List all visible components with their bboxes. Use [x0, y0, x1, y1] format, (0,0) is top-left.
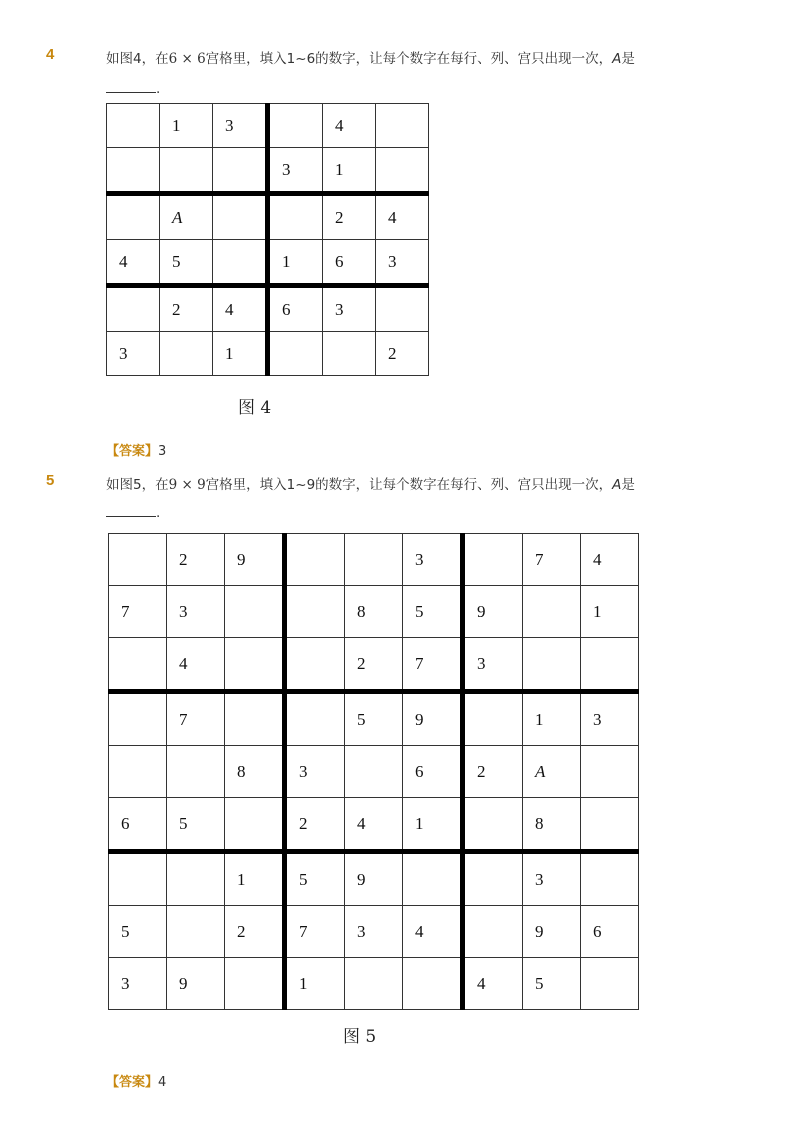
grid-cell: [160, 104, 213, 148]
grid-cell: [285, 534, 345, 586]
grid-row: [107, 332, 429, 376]
grid-cell: [225, 746, 285, 798]
grid-cell: [463, 534, 523, 586]
grid-cell: [225, 852, 285, 906]
grid-cell: [345, 692, 403, 746]
cell-value: 4: [477, 973, 486, 993]
grid-cell: [376, 104, 429, 148]
cell-value: 6: [593, 921, 602, 941]
grid-cell: [376, 286, 429, 332]
cell-value: 1: [535, 709, 544, 729]
grid-cell: [160, 286, 213, 332]
grid-cell: [109, 692, 167, 746]
grid-cell: [225, 692, 285, 746]
grid-cell: [323, 240, 376, 286]
grid-row: [109, 798, 639, 852]
question-5-prefix: 如图5，在: [106, 477, 169, 493]
cell-value: 4: [179, 653, 188, 673]
cell-value: 3: [477, 653, 486, 673]
grid-cell: [167, 798, 225, 852]
grid-cell: [109, 958, 167, 1010]
cell-value: 6: [282, 299, 291, 319]
grid-cell: [285, 746, 345, 798]
grid-row: [107, 194, 429, 240]
answer-4: [106, 440, 166, 459]
cell-value: 5: [357, 709, 366, 729]
grid-cell: [323, 286, 376, 332]
cell-value: 2: [172, 299, 181, 319]
grid-cell: [213, 240, 268, 286]
cell-value: 5: [179, 813, 188, 833]
cell-value: 1: [415, 813, 424, 833]
sudoku-grid-6x6: [106, 103, 429, 376]
grid-row: [107, 286, 429, 332]
grid-row: [109, 958, 639, 1010]
grid-cell: [581, 534, 639, 586]
cell-value: 2: [299, 813, 308, 833]
grid-row: [107, 148, 429, 194]
grid-cell: [463, 958, 523, 1010]
grid-cell: [345, 586, 403, 638]
cell-value: 8: [357, 601, 366, 621]
grid-cell: [323, 148, 376, 194]
cell-value: 5: [121, 921, 130, 941]
grid-cell: [160, 194, 213, 240]
grid-cell: [213, 104, 268, 148]
question-5-tail: 是: [621, 477, 635, 493]
grid-cell: [523, 852, 581, 906]
grid-cell: [463, 852, 523, 906]
grid-cell: [268, 194, 323, 240]
grid-cell: [225, 534, 285, 586]
grid-cell: [109, 746, 167, 798]
unknown-variable-cell-value: A: [535, 761, 546, 781]
cell-value: 5: [172, 251, 181, 271]
grid-cell: [345, 958, 403, 1010]
grid-cell: [345, 906, 403, 958]
grid-cell: [463, 692, 523, 746]
cell-value: 6: [335, 251, 344, 271]
grid-cell: [463, 798, 523, 852]
grid-cell: [403, 906, 463, 958]
cell-value: 3: [535, 869, 544, 889]
grid-cell: [268, 104, 323, 148]
cell-value: 5: [415, 601, 424, 621]
question-5-var: A: [612, 477, 622, 493]
cell-value: 3: [119, 343, 128, 363]
cell-value: 3: [225, 115, 234, 135]
grid-cell: [581, 746, 639, 798]
cell-value: 2: [357, 653, 366, 673]
question-4-var: A: [612, 51, 622, 67]
grid-cell: [285, 906, 345, 958]
grid-cell: [345, 852, 403, 906]
grid-cell: [581, 692, 639, 746]
cell-value: 7: [299, 921, 308, 941]
grid-cell: [581, 958, 639, 1010]
question-4-text: [106, 47, 635, 67]
grid-cell: [581, 638, 639, 692]
cell-value: 3: [335, 299, 344, 319]
cell-value: 7: [535, 549, 544, 569]
grid-cell: [403, 746, 463, 798]
grid-cell: [345, 638, 403, 692]
answer-tag: 【答案】: [106, 1075, 159, 1090]
sudoku-grid-9x9: [108, 533, 639, 1010]
cell-value: 1: [172, 115, 181, 135]
cell-value: 9: [357, 869, 366, 889]
question-4-prefix: 如图4，在: [106, 51, 169, 67]
grid-row: [109, 534, 639, 586]
grid-cell: [403, 692, 463, 746]
answer-value: 3: [158, 444, 167, 459]
cell-value: 2: [477, 761, 486, 781]
cell-value: 9: [237, 549, 246, 569]
grid-cell: [285, 798, 345, 852]
question-4-tail: 是: [621, 51, 635, 67]
cell-value: 1: [335, 159, 344, 179]
grid-cell: [225, 798, 285, 852]
grid-cell: [523, 798, 581, 852]
grid-cell: [376, 240, 429, 286]
cell-value: 3: [593, 709, 602, 729]
answer-value: 4: [158, 1075, 167, 1090]
grid-cell: [523, 746, 581, 798]
answer-blank-line: [106, 504, 156, 517]
grid-row: [109, 906, 639, 958]
question-5-suffix: 宫格里，填入1~9的数字，让每个数字在每行、列、宫只出现一次，: [205, 477, 613, 493]
grid-cell: [463, 746, 523, 798]
grid-cell: [403, 638, 463, 692]
grid-cell: [160, 240, 213, 286]
grid-cell: [160, 332, 213, 376]
unknown-variable-cell-value: A: [172, 207, 183, 227]
grid-cell: [109, 852, 167, 906]
grid-cell: [225, 638, 285, 692]
grid-cell: [167, 586, 225, 638]
blank-period: .: [156, 81, 161, 97]
cell-value: 4: [357, 813, 366, 833]
cell-value: 8: [237, 761, 246, 781]
grid-cell: [107, 148, 160, 194]
question-number-4: 4: [46, 46, 55, 63]
cell-value: 1: [282, 251, 291, 271]
grid-row: [107, 240, 429, 286]
grid-cell: [109, 638, 167, 692]
cell-value: 9: [179, 973, 188, 993]
grid-cell: [225, 906, 285, 958]
grid-cell: [523, 534, 581, 586]
grid-cell: [581, 586, 639, 638]
grid-cell: [167, 638, 225, 692]
cell-value: 7: [415, 653, 424, 673]
grid-cell: [167, 534, 225, 586]
cell-value: 9: [535, 921, 544, 941]
grid-cell: [523, 958, 581, 1010]
cell-value: 4: [388, 207, 397, 227]
grid-cell: [167, 746, 225, 798]
cell-value: 3: [282, 159, 291, 179]
grid-cell: [213, 148, 268, 194]
grid-cell: [107, 286, 160, 332]
question-5-text: [106, 473, 635, 493]
grid-cell: [523, 586, 581, 638]
grid-cell: [463, 586, 523, 638]
grid-cell: [523, 906, 581, 958]
cell-value: 1: [225, 343, 234, 363]
grid-cell: [285, 958, 345, 1010]
grid-cell: [376, 332, 429, 376]
grid-cell: [160, 148, 213, 194]
cell-value: 3: [179, 601, 188, 621]
cell-value: 8: [535, 813, 544, 833]
cell-value: 3: [357, 921, 366, 941]
grid-cell: [268, 332, 323, 376]
cell-value: 2: [179, 549, 188, 569]
answer-blank-line: [106, 80, 156, 93]
grid-cell: [107, 240, 160, 286]
question-4-suffix: 宫格里，填入1~6的数字，让每个数字在每行、列、宫只出现一次，: [205, 51, 613, 67]
grid-cell: [109, 534, 167, 586]
grid-cell: [107, 332, 160, 376]
cell-value: 1: [593, 601, 602, 621]
cell-value: 4: [225, 299, 234, 319]
cell-value: 7: [121, 601, 130, 621]
cell-value: 9: [477, 601, 486, 621]
cell-value: 9: [415, 709, 424, 729]
grid-cell: [403, 958, 463, 1010]
grid-cell: [463, 638, 523, 692]
cell-value: 3: [415, 549, 424, 569]
grid-cell: [285, 586, 345, 638]
figure-caption-4: 图 4: [238, 398, 272, 418]
grid-cell: [167, 906, 225, 958]
cell-value: 2: [237, 921, 246, 941]
grid-cell: [268, 148, 323, 194]
grid-cell: [285, 852, 345, 906]
cell-value: 2: [388, 343, 397, 363]
grid-cell: [268, 286, 323, 332]
grid-row: [109, 638, 639, 692]
figure-caption-5: 图 5: [343, 1027, 377, 1047]
cell-value: 3: [299, 761, 308, 781]
grid-cell: [268, 240, 323, 286]
cell-value: 4: [119, 251, 128, 271]
question-4-blank: [106, 80, 160, 97]
grid-cell: [403, 852, 463, 906]
grid-row: [109, 852, 639, 906]
grid-cell: [523, 638, 581, 692]
question-5-dims: 9 × 9: [168, 477, 206, 493]
grid-cell: [107, 104, 160, 148]
answer-5: [106, 1071, 166, 1090]
grid-cell: [109, 906, 167, 958]
blank-period: .: [156, 505, 161, 521]
grid-cell: [167, 692, 225, 746]
cell-value: 3: [121, 973, 130, 993]
grid-cell: [323, 194, 376, 240]
grid-cell: [463, 906, 523, 958]
grid-cell: [285, 638, 345, 692]
answer-tag: 【答案】: [106, 444, 159, 459]
grid-cell: [376, 148, 429, 194]
cell-value: 6: [415, 761, 424, 781]
grid-row: [107, 104, 429, 148]
cell-value: 5: [535, 973, 544, 993]
question-5-blank: [106, 504, 160, 521]
grid-cell: [107, 194, 160, 240]
question-number-5: 5: [46, 472, 55, 489]
grid-cell: [225, 958, 285, 1010]
grid-cell: [323, 332, 376, 376]
cell-value: 4: [415, 921, 424, 941]
grid-row: [109, 746, 639, 798]
grid-cell: [345, 746, 403, 798]
grid-cell: [323, 104, 376, 148]
grid-cell: [403, 798, 463, 852]
grid-cell: [213, 194, 268, 240]
question-4-dims: 6 × 6: [168, 51, 206, 67]
grid-cell: [225, 586, 285, 638]
grid-cell: [109, 798, 167, 852]
grid-row: [109, 586, 639, 638]
grid-cell: [345, 798, 403, 852]
grid-cell: [376, 194, 429, 240]
grid-row: [109, 692, 639, 746]
cell-value: 1: [237, 869, 246, 889]
grid-cell: [581, 852, 639, 906]
cell-value: 4: [335, 115, 344, 135]
grid-cell: [523, 692, 581, 746]
cell-value: 5: [299, 869, 308, 889]
cell-value: 7: [179, 709, 188, 729]
cell-value: 4: [593, 549, 602, 569]
cell-value: 2: [335, 207, 344, 227]
cell-value: 6: [121, 813, 130, 833]
cell-value: 3: [388, 251, 397, 271]
grid-cell: [109, 586, 167, 638]
grid-cell: [403, 586, 463, 638]
grid-cell: [213, 332, 268, 376]
grid-cell: [167, 958, 225, 1010]
grid-cell: [403, 534, 463, 586]
grid-cell: [285, 692, 345, 746]
grid-cell: [345, 534, 403, 586]
grid-cell: [581, 798, 639, 852]
cell-value: 1: [299, 973, 308, 993]
grid-cell: [167, 852, 225, 906]
grid-cell: [213, 286, 268, 332]
grid-cell: [581, 906, 639, 958]
